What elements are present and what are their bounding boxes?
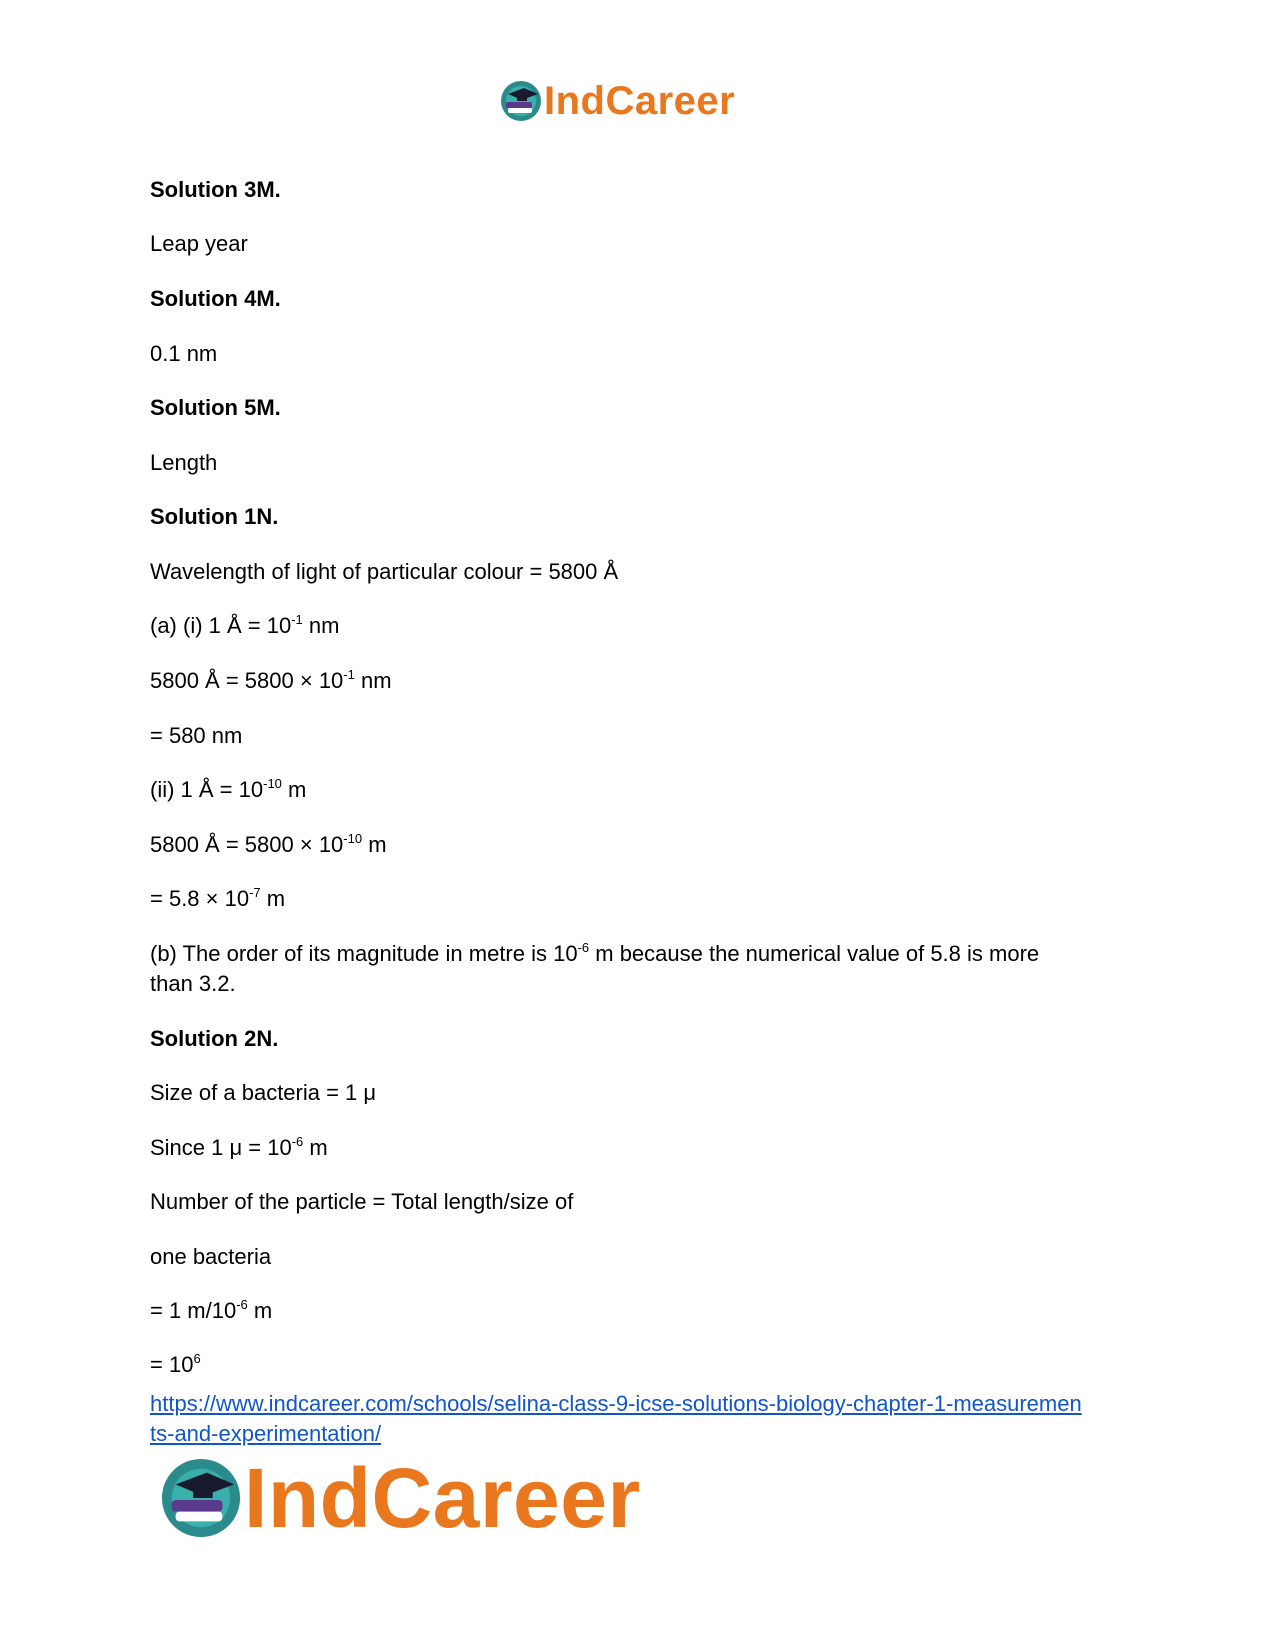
equation-text: m because the numerical value of 5.8 is more bbox=[589, 941, 1040, 966]
exponent: -10 bbox=[263, 776, 282, 791]
equation-line bbox=[150, 1350, 201, 1380]
exponent: -10 bbox=[343, 831, 363, 846]
equation-line bbox=[150, 1133, 328, 1163]
equation-line bbox=[150, 830, 387, 860]
equation-text: m bbox=[281, 777, 307, 802]
equation-text: m bbox=[260, 886, 286, 911]
footer-logo-text: IndCareer bbox=[244, 1451, 641, 1545]
paragraph: than 3.2. bbox=[150, 971, 236, 996]
equation-text: nm bbox=[354, 668, 392, 693]
equation-text: m bbox=[362, 832, 387, 857]
equation-text: = 10 bbox=[150, 1352, 194, 1377]
exponent: -6 bbox=[236, 1297, 248, 1312]
solution-heading: Solution 4M. bbox=[150, 286, 281, 311]
footer-logo bbox=[160, 1451, 641, 1545]
equation-text: Since 1 μ = 10 bbox=[150, 1135, 292, 1160]
equation-line bbox=[150, 939, 1039, 969]
exponent: 6 bbox=[193, 1351, 201, 1366]
solution-heading: Solution 5M. bbox=[150, 395, 281, 420]
header-logo-text: IndCareer bbox=[544, 79, 736, 123]
solution-heading: Solution 1N. bbox=[150, 504, 279, 529]
graduation-books-icon bbox=[500, 80, 542, 122]
equation-line bbox=[150, 666, 392, 696]
equation-text: 5800 Å = 5800 × 10 bbox=[150, 668, 344, 693]
header-logo bbox=[500, 80, 735, 122]
equation-text: (b) The order of its magnitude in metre is 10 bbox=[150, 941, 578, 966]
equation-line bbox=[150, 1296, 272, 1326]
paragraph: Length bbox=[150, 450, 218, 475]
equation-line bbox=[150, 611, 339, 641]
equation-text: 5800 Å = 5800 × 10 bbox=[150, 832, 344, 857]
graduation-books-icon bbox=[160, 1457, 242, 1539]
equation-text: = 5.8 × 10 bbox=[150, 886, 250, 911]
exponent: -1 bbox=[343, 667, 355, 682]
paragraph: Number of the particle = Total length/size of bbox=[150, 1189, 574, 1214]
equation-text: m bbox=[247, 1298, 273, 1323]
solution-heading: Solution 2N. bbox=[150, 1026, 279, 1051]
paragraph: Size of a bacteria = 1 μ bbox=[150, 1080, 377, 1105]
equation-line bbox=[150, 775, 306, 805]
paragraph: Leap year bbox=[150, 231, 248, 256]
equation-text: (ii) 1 Å = 10 bbox=[150, 777, 264, 802]
equation-text: m bbox=[303, 1135, 328, 1160]
equation-text: = 1 m/10 bbox=[150, 1298, 237, 1323]
source-link-line1[interactable]: https://www.indcareer.com/schools/selina-class-9-icse-solutions-biology-chapter-1-measuremen bbox=[150, 1391, 1082, 1416]
paragraph: 0.1 nm bbox=[150, 341, 218, 366]
paragraph: Wavelength of light of particular colour = 5800 Å bbox=[150, 559, 619, 584]
equation-text: nm bbox=[302, 613, 340, 638]
exponent: -6 bbox=[291, 1134, 304, 1149]
exponent: -7 bbox=[249, 885, 261, 900]
exponent: -1 bbox=[291, 612, 303, 627]
source-link-line2[interactable]: ts-and-experimentation/ bbox=[150, 1421, 382, 1446]
equation-text: (a) (i) 1 Å = 10 bbox=[150, 613, 292, 638]
exponent: -6 bbox=[577, 940, 590, 955]
paragraph: one bacteria bbox=[150, 1244, 272, 1269]
equation-line bbox=[150, 884, 285, 914]
solution-heading: Solution 3M. bbox=[150, 177, 281, 202]
paragraph: = 580 nm bbox=[150, 723, 243, 748]
